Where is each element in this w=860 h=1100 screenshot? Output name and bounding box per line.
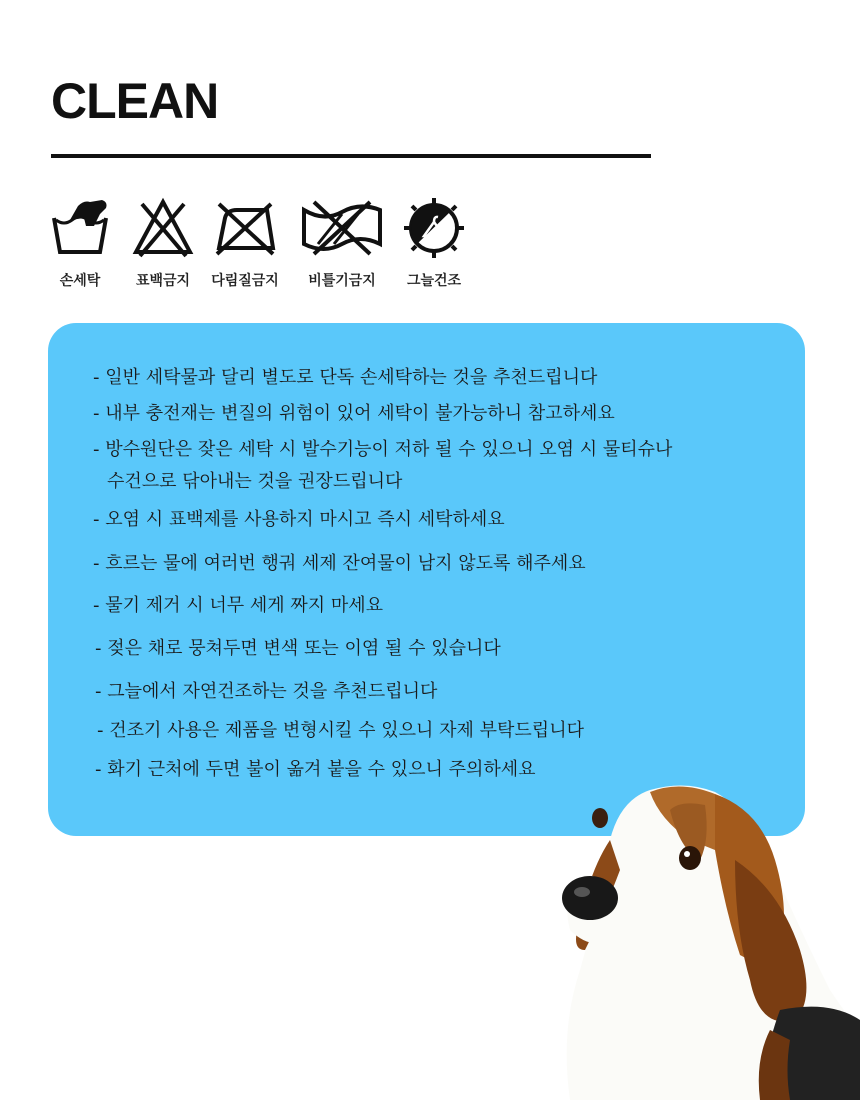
instruction-item: - 물기 제거 시 너무 세게 짜지 마세요 bbox=[93, 595, 383, 616]
care-icons-row bbox=[0, 196, 860, 306]
instruction-item: 수건으로 닦아내는 것을 권장드립니다 bbox=[107, 471, 403, 492]
instruction-item: - 내부 충전재는 변질의 위험이 있어 세탁이 불가능하니 참고하세요 bbox=[93, 403, 615, 424]
no-iron-icon bbox=[211, 196, 279, 258]
care-label: 다림질금지 bbox=[211, 273, 279, 289]
care-item-no-iron bbox=[211, 196, 279, 290]
care-label: 손세탁 bbox=[59, 273, 101, 289]
instruction-item: - 젖은 채로 뭉쳐두면 변색 또는 이염 될 수 있습니다 bbox=[95, 638, 501, 659]
hand-wash-icon bbox=[50, 196, 110, 258]
care-label: 비틀기금지 bbox=[308, 273, 376, 289]
instruction-item: - 화기 근처에 두면 불이 옮겨 붙을 수 있으니 주의하세요 bbox=[95, 759, 536, 780]
instruction-item: - 흐르는 물에 여러번 행궈 세제 잔여물이 남지 않도록 해주세요 bbox=[93, 553, 586, 574]
instruction-item: - 오염 시 표백제를 사용하지 마시고 즉시 세탁하세요 bbox=[93, 509, 505, 530]
care-item-no-bleach bbox=[132, 196, 194, 290]
instruction-item: - 일반 세탁물과 달리 별도로 단독 손세탁하는 것을 추천드립니다 bbox=[93, 367, 598, 388]
care-label: 그늘건조 bbox=[406, 273, 462, 289]
no-wring-icon bbox=[300, 196, 384, 258]
shade-dry-icon bbox=[402, 196, 466, 258]
beagle-dog-image bbox=[530, 780, 860, 1100]
instruction-item: - 방수원단은 잦은 세탁 시 발수기능이 저하 될 수 있으니 오염 시 물티슈나 bbox=[93, 439, 673, 460]
title-divider bbox=[51, 154, 651, 158]
care-instructions-panel bbox=[48, 323, 805, 836]
page-title: CLEAN bbox=[51, 73, 219, 129]
care-item-shade-dry bbox=[402, 196, 466, 290]
care-item-no-wring bbox=[300, 196, 384, 290]
instruction-item: - 건조기 사용은 제품을 변형시킬 수 있으니 자제 부탁드립니다 bbox=[97, 720, 584, 741]
care-label: 표백금지 bbox=[135, 273, 191, 289]
care-item-hand-wash bbox=[50, 196, 110, 290]
no-bleach-icon bbox=[132, 196, 194, 258]
instruction-item: - 그늘에서 자연건조하는 것을 추천드립니다 bbox=[95, 681, 438, 702]
